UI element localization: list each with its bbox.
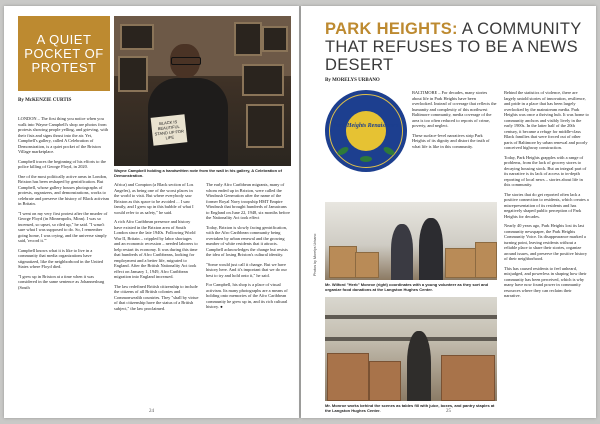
photo-caption: Wayne Campbell holding a handwritten note from the wall in his gallery, A Celebration of Demonstration. xyxy=(114,168,282,178)
photo-caption: Mr. Monroe works behind the scenes as tables fill with juice, boxes, and pantry staples at the Langston Hughes Center. xyxy=(325,403,495,413)
page-right xyxy=(301,6,596,418)
paragraph: Today, Brixton is slowly facing gentrification, with the Afro Caribbean community being overtaken by urban renewal and the growing number of white residents that it attracts. Campbell acknowledges the change but resists the idea of losing Brixton's cultural identity. xyxy=(206,224,288,257)
paragraph: Campbell traces the beginning of his efforts to the police killing of George Floyd, in 2020. xyxy=(18,158,106,169)
text-column-2 xyxy=(504,90,589,412)
page-number: 24 xyxy=(149,409,154,414)
paragraph: The early Afro Caribbean migrants, many of whom ended up in Brixton, were called the Windrush Generation after the name of the former Royal Navy troopship HMT Empire Windrush that brought hundreds of Jamaicans to England on June 22, 1948, six months before the Nationality Act took effect xyxy=(206,182,290,220)
paragraph: The law redefined British citizenship to include the citizens of all British colonies and Commonwealth countries. They "shall by virtue of that citizenship have the status of a British subject," the law proclaimed. xyxy=(114,283,199,311)
paragraph: Behind the statistics of violence, there are largely untold stories of innovation, resilience, and pride in a place that has been largely overlooked by the mainstream media. Park Heights was once a thriving hub. It was home to community anchors and visibly lively in the early 1900s. In the latter half of the 20th century, it became a refuge for middle-class Black families that were forced out of other parts of Baltimore by urban renewal and poorly conceived highway construction. xyxy=(504,90,589,150)
paragraph: This has caused residents to feel unheard, misjudged, and powerless in shaping how their community has been perceived, which is why many have now found power in community resources where they can reclaim their narrative. xyxy=(504,265,587,298)
article-headline xyxy=(325,20,587,74)
photo-wayne-campbell xyxy=(114,16,291,166)
paragraph: Nearly 40 years ago, Park Heights lost its last community newspaper, the Park Heights Community Voice. Its disappearance marked a turning point, leaving residents without a reliable place to share their stories, organize around issues, and preserve the positive history of their neighborhood. xyxy=(504,223,588,261)
page-number: 25 xyxy=(446,409,451,414)
text-column-2 xyxy=(114,182,199,412)
paragraph: Campbell knows what it is like to live in a community that media organizations have stigmatized, like the neighborhood in the United States where Floyd died. xyxy=(18,247,103,269)
page-left xyxy=(4,6,299,418)
byline: By McKENZIE CURTIS xyxy=(18,98,72,103)
paragraph: One of the most politically active areas in London, Brixton has been reshaped by gentrification. But Campbell, whose gallery houses photographs of protests, organizers, and demonstrations, works to celebrate and preserve the history of Black activism in Britain. xyxy=(18,173,110,206)
paragraph: A rich Afro Caribbean presence and history have existed in the Brixton area of South London since the late 1940s. Following World War II, Britain – crippled by labor shortages and an economic recession – needed laborers to help restart its economy. It was during this time that hundreds of Afro Caribbeans, looking for employment and a better life, migrated to England. After the British Nationality Act took effect on January 1, 1949, Afro Caribbean migration into England increased. xyxy=(114,219,198,279)
paragraph: "I grew up in Brixton at a time when it was considered in the same sentence as Johannesburg (South xyxy=(18,273,105,290)
text-column-1 xyxy=(18,116,110,411)
paragraph: The stories that do get reported often lack a positive connection to residents, which creates a misrepresentation of its residents and has negatively shaped public perception of Park Heights for decades. xyxy=(504,191,589,219)
paragraph: "I went on my very first protest after the murder of George Floyd (in Minneapolis, Minn). I was so incensed, so upset, so riled up," he said. "I wasn't sure what I was supposed to do. So, I remember going home, I was crying, and the universe simply said, 'record it.'" xyxy=(18,210,108,243)
paragraph: These surface-level narratives strip Park Heights of its dignity and distort the truth of what life is like in this community. xyxy=(412,132,490,149)
paragraph: "Some would just call it change. But we have history here. And it's important that we do our best to try and hold onto it," he said. xyxy=(206,261,287,278)
paragraph: BALTIMORE – For decades, many stories about life in Park Heights have been overlooked. Instead of coverage that reflects the humanity and complexity of this northwest Baltimore community, media coverage of the area is too often reduced to reports of crime, poverty, and neglect. xyxy=(412,90,497,128)
paragraph: Africa) and Compton (a Black section of Los Angeles), as being one of the worst places in the world to visit. But where everybody saw Brixton as this space to be avoided ... I saw family, and I grew up in this bubble of what I would refer to as safety," he said. xyxy=(114,182,194,215)
photo-credit: Photos by Morelys Urbano xyxy=(313,233,317,276)
park-heights-logo xyxy=(325,90,407,172)
handwritten-note: BLACK IS BEAUTIFUL STAND UP FOR LIFE xyxy=(151,114,188,145)
paragraph: For Campbell, his shop is a place of visual activism. Its many photographs are a means of holding onto memories of the Afro Caribbean community he grew up in, and its rich cultural history. ● xyxy=(206,282,288,309)
paragraph: Today, Park Heights grapples with a range of problems, from the lack of grocery stores to decaying housing stock. But an integral part of its narrative is its lack of access to in-depth reporting of local news – stories about life in this community. xyxy=(504,154,587,187)
photo-caption: Mr. Wilford "Herb" Monroe (right) coordinates with a young volunteer as they sort and organize food donations at the Langston Hughes Center. xyxy=(325,282,489,292)
byline: By MORELYS URBANO xyxy=(325,78,380,83)
paragraph: LONDON – The first thing you notice when you walk into Wayne Campbell's shop are photos from protests showing people yelling, and grieving, with their fists and signs thrust into the air. Yet, Campbell's gallery, called A Celebration of Demonstration, is a quiet pocket of the Brixton Village marketplace. xyxy=(18,116,108,154)
photo-langston-hughes-center xyxy=(325,297,497,401)
photo-food-sorting xyxy=(325,202,497,280)
headline-text: A COMMUNITY THAT REFUSES TO BE A NEWS DESERT xyxy=(325,20,582,74)
logo-text: Park Heights Renaissance xyxy=(333,123,399,129)
text-column-3 xyxy=(206,182,291,412)
article-title-box xyxy=(18,16,110,91)
text-column-1 xyxy=(412,90,497,200)
headline-accent: PARK HEIGHTS: xyxy=(325,20,458,38)
article-title: A QUIET POCKET OF PROTEST xyxy=(24,31,104,75)
